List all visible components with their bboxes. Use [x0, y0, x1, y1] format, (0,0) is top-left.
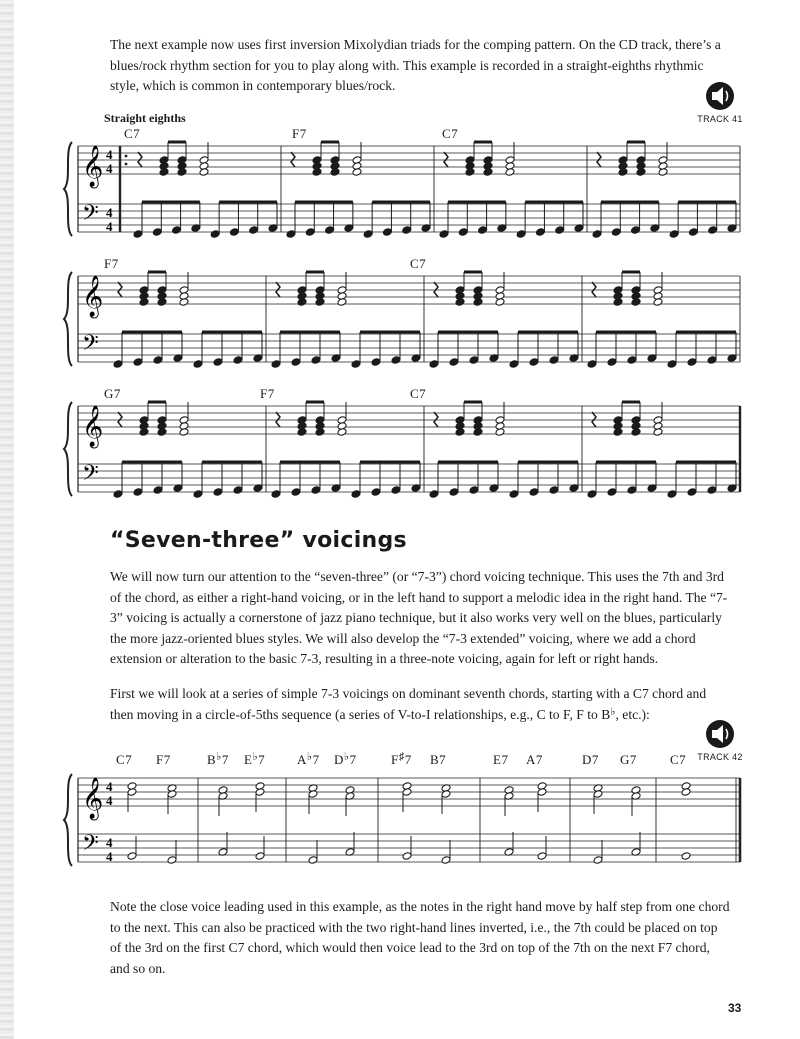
note-head [429, 360, 439, 369]
quarter-rest [276, 412, 280, 427]
note-head [469, 486, 479, 495]
note-head [535, 228, 545, 237]
note-head [133, 488, 143, 497]
chord-quality: 7 [404, 752, 412, 767]
note-head [311, 356, 321, 365]
chord-symbol: F7 [260, 386, 275, 401]
note-head [233, 486, 243, 495]
chord-accidental: ♭ [306, 751, 313, 763]
note-head [458, 228, 468, 237]
note-head [308, 856, 318, 865]
treble-clef-icon: 𝄞 [82, 276, 104, 317]
chord-quality: 7 [163, 752, 171, 767]
chord-root: C [116, 752, 126, 767]
note-head [152, 228, 162, 237]
chord-quality: 7 [258, 752, 266, 767]
note-head [587, 490, 597, 499]
note-head [213, 488, 223, 497]
note-head [549, 356, 559, 365]
note-head [382, 228, 392, 237]
note-head [449, 358, 459, 367]
treble-clef-icon: 𝄞 [82, 146, 104, 187]
note-head [363, 230, 373, 239]
note-head [555, 226, 565, 235]
note-head [371, 488, 381, 497]
note-head [439, 230, 449, 239]
note-head [669, 230, 679, 239]
bass-clef-icon: 𝄢 [82, 831, 99, 861]
note-head [587, 360, 597, 369]
chord-symbol: C7 [410, 256, 427, 271]
chord-symbol: C7 [124, 126, 141, 141]
time-signature-treble-top: 4 [106, 779, 113, 794]
note-head [133, 358, 143, 367]
chord-root: E [493, 752, 502, 767]
grand-staff-brace [64, 402, 72, 496]
note-head [469, 356, 479, 365]
chord-quality: 7 [535, 752, 543, 767]
note-head [133, 230, 143, 239]
chord-root: A [297, 752, 307, 767]
chord-quality: 7 [349, 752, 357, 767]
note-head [271, 360, 281, 369]
time-signature-bass-bottom: 4 [106, 849, 113, 864]
note-head [607, 358, 617, 367]
quarter-rest [138, 152, 142, 167]
note-head [449, 488, 459, 497]
note-head [681, 852, 691, 861]
note-head [325, 226, 335, 235]
chord-root: F [156, 752, 164, 767]
note-head [153, 486, 163, 495]
quarter-rest [118, 412, 122, 427]
note-head [611, 228, 621, 237]
note-head [402, 226, 412, 235]
chord-quality: 7 [679, 752, 687, 767]
body-paragraph-1: We will now turn our attention to the “seven-three” (or “7-3”) chord voicing technique. This uses the 7th and 3rd of the chord, as either a right-hand voicing, or in the left hand to support a melodic idea in the right hand. The “7-3” voicing is actually a cornerstone of jazz piano technique, but it also works very well on the blues, particularly the more jazz-oriented blues styles. We will also develop the “7-3 extended” voicing, where we add a chord extension or alteration to the basic 7-3, resulting in a three-note voicing, again for left or right hands. [110, 569, 728, 666]
note-head [153, 356, 163, 365]
note-head [509, 490, 519, 499]
treble-clef-icon: 𝄞 [82, 406, 104, 447]
time-signature-treble-top: 4 [106, 147, 113, 162]
quarter-rest [276, 282, 280, 297]
chord-quality: 7 [439, 752, 447, 767]
repeat-dot [125, 155, 128, 158]
note-head [193, 360, 203, 369]
note-head [627, 356, 637, 365]
note-head [305, 228, 315, 237]
quarter-rest [444, 152, 448, 167]
note-head [688, 228, 698, 237]
note-head [286, 230, 296, 239]
chord-root: G [620, 752, 630, 767]
repeat-dot [125, 163, 128, 166]
time-signature-treble-bottom: 4 [106, 161, 113, 176]
note-head [255, 852, 265, 861]
note-head [391, 486, 401, 495]
time-signature-treble-bottom: 4 [106, 793, 113, 808]
chord-root: D [334, 752, 344, 767]
chord-accidental: ♯ [398, 751, 405, 763]
note-head [113, 490, 123, 499]
quarter-rest [592, 412, 596, 427]
note-head [441, 856, 451, 865]
note-head [687, 488, 697, 497]
chord-quality: 7 [125, 752, 133, 767]
quarter-rest [434, 412, 438, 427]
body-paragraph-2-text: First we will look at a series of simple 7-3 voicings on dominant seventh chords, starting with a C7 chord and then moving in a circle-of-5ths sequence (a series of V-to-I relationships, e.g., C to F, F to B [110, 686, 707, 722]
body-paragraph-2-ending: , etc.): [615, 706, 650, 722]
note-head [233, 356, 243, 365]
note-head [113, 360, 123, 369]
chord-quality: 7 [312, 752, 320, 767]
note-head [607, 488, 617, 497]
note-head [707, 356, 717, 365]
bass-clef-icon: 𝄢 [82, 201, 99, 231]
page-number: 33 [728, 1001, 742, 1015]
note-head [229, 228, 239, 237]
quarter-rest [291, 152, 295, 167]
flat-sign: ♭ [610, 705, 616, 718]
note-head [127, 852, 137, 861]
note-head [210, 230, 220, 239]
note-head [193, 490, 203, 499]
note-head [549, 486, 559, 495]
quarter-rest [434, 282, 438, 297]
note-head [667, 360, 677, 369]
note-head [708, 226, 718, 235]
chord-accidental: ♭ [343, 751, 350, 763]
chord-symbol: F7 [292, 126, 307, 141]
note-head [291, 488, 301, 497]
time-signature-bass-bottom: 4 [106, 219, 113, 234]
chord-symbol: C7 [442, 126, 459, 141]
chord-symbol: G7 [104, 386, 121, 401]
note-head [351, 360, 361, 369]
note-head [593, 856, 603, 865]
grand-staff-brace [64, 774, 72, 866]
time-signature-bass-top: 4 [106, 835, 113, 850]
chord-quality: 7 [591, 752, 599, 767]
chord-quality: 7 [221, 752, 229, 767]
quarter-rest [597, 152, 601, 167]
bass-clef-icon: 𝄢 [82, 331, 99, 361]
note-head [509, 360, 519, 369]
track-42-label: TRACK 42 [697, 752, 743, 762]
note-head [291, 358, 301, 367]
closing-paragraph: Note the close voice leading used in this example, as the notes in the right hand move by half step from one chord to the next. This can also be practiced with the two right-hand lines inverted, i.e., the 7th could be placed on top of the 3rd on the first C7 chord, which would then voice lead to the 3rd on top of the 7th on the next F7 chord, and so on. [110, 899, 730, 976]
note-head [391, 356, 401, 365]
note-head [311, 486, 321, 495]
chord-root: B [207, 752, 217, 767]
note-head [402, 852, 412, 861]
track-41-label: TRACK 41 [697, 114, 743, 124]
chord-quality: 7 [501, 752, 509, 767]
style-label: Straight eighths [104, 111, 186, 125]
note-head [667, 490, 677, 499]
note-head [627, 486, 637, 495]
chord-symbol: F7 [104, 256, 119, 271]
quarter-rest [592, 282, 596, 297]
intro-paragraph: The next example now uses first inversion Mixolydian triads for the comping pattern. On the CD track, there’s a blues/rock rhythm section for you to play along with. This example is recorded in a straight-eighths rhythmic style, which is common in contemporary blues/rock. [110, 37, 721, 93]
note-head [213, 358, 223, 367]
note-head [529, 488, 539, 497]
grand-staff-brace [64, 272, 72, 366]
note-head [351, 490, 361, 499]
note-head [529, 358, 539, 367]
chord-accidental: ♭ [216, 751, 222, 763]
chord-accidental: ♭ [252, 751, 259, 763]
note-head [687, 358, 697, 367]
note-head [478, 226, 488, 235]
note-head [631, 226, 641, 235]
chord-quality: 7 [629, 752, 637, 767]
note-head [249, 226, 259, 235]
chord-root: C [670, 752, 680, 767]
note-head [516, 230, 526, 239]
chord-root: F [391, 752, 399, 767]
note-head [592, 230, 602, 239]
note-head [271, 490, 281, 499]
chord-root: A [526, 752, 536, 767]
note-head [172, 226, 182, 235]
chord-symbol: C7 [410, 386, 427, 401]
chord-root: D [582, 752, 592, 767]
grand-staff-brace [64, 142, 72, 236]
section-heading: “Seven-three” voicings [110, 528, 407, 553]
note-head [167, 856, 177, 865]
chord-root: B [430, 752, 440, 767]
time-signature-bass-top: 4 [106, 205, 113, 220]
note-head [707, 486, 717, 495]
quarter-rest [118, 282, 122, 297]
bass-clef-icon: 𝄢 [82, 461, 99, 491]
chord-root: E [244, 752, 253, 767]
treble-clef-icon: 𝄞 [82, 778, 104, 819]
note-head [429, 490, 439, 499]
note-head [371, 358, 381, 367]
note-head [537, 852, 547, 861]
